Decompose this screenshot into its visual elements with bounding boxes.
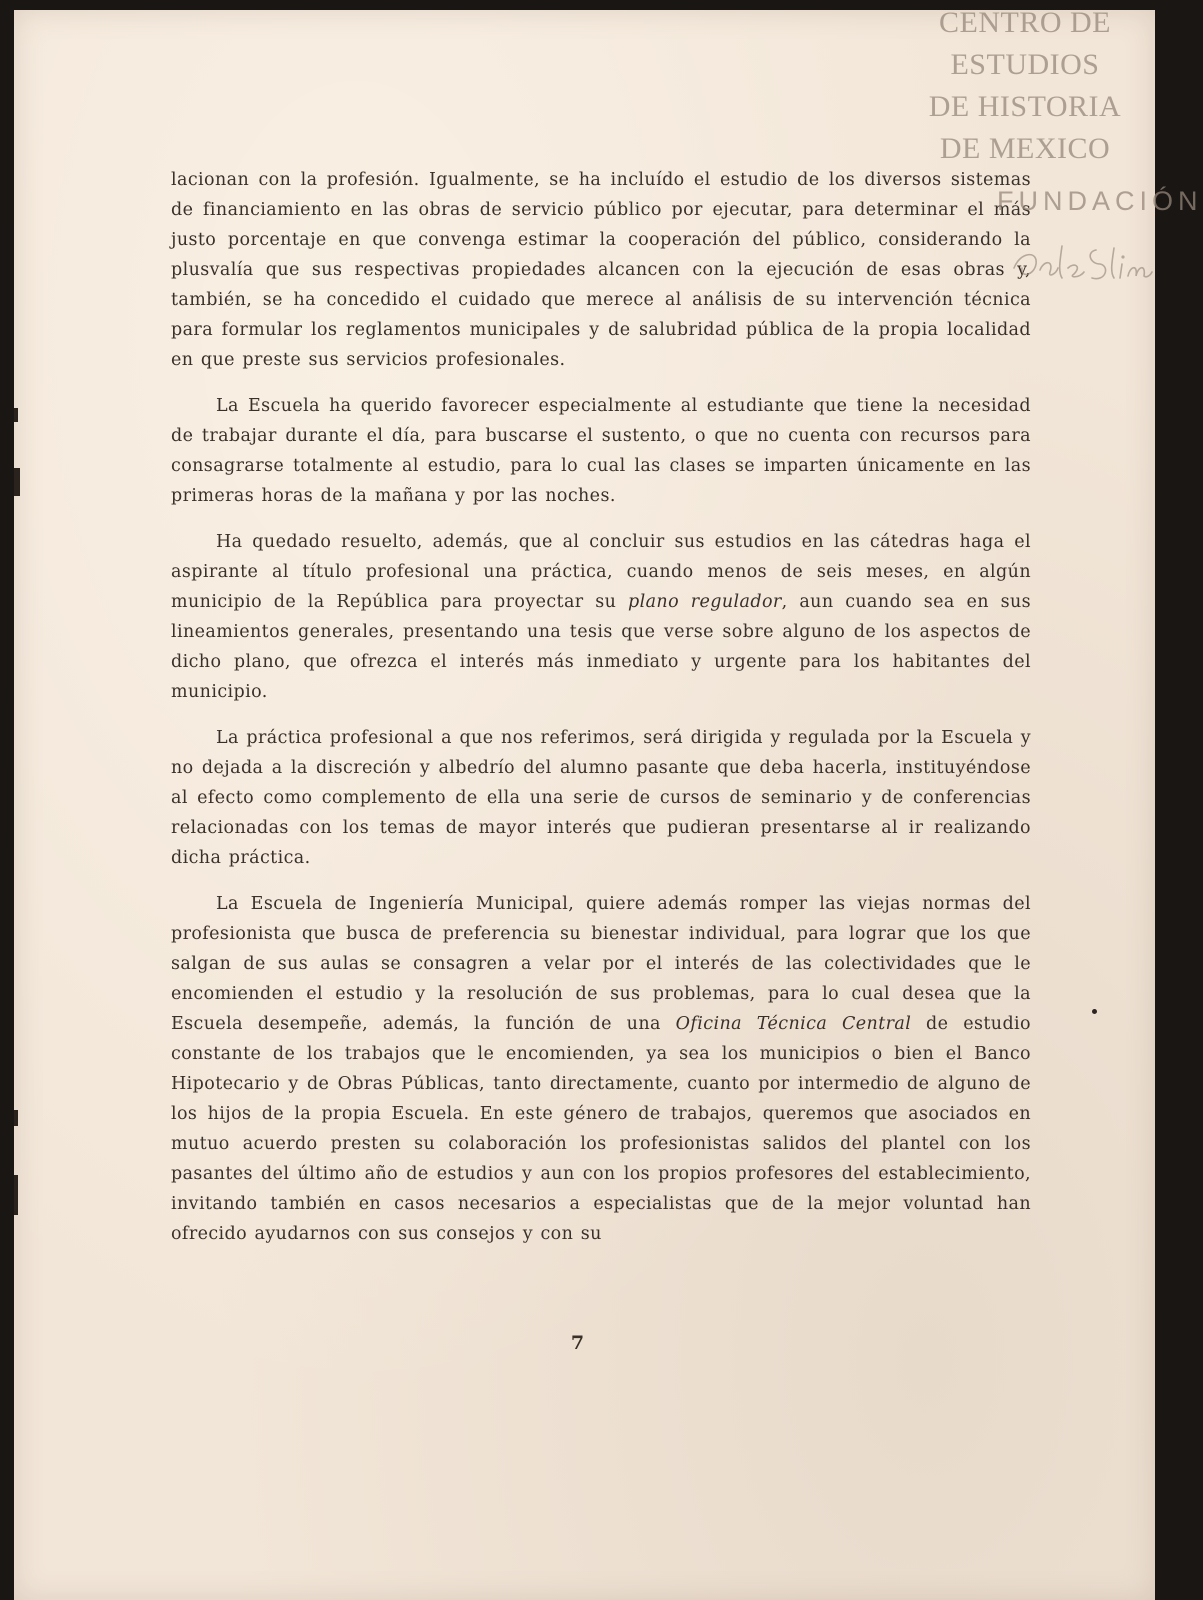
paragraph-2: La Escuela ha querido favorecer especialmente al estudiante que tiene la necesidad de trabajar durante el día, para buscarse el sustento, o que no cuenta con recursos para consagrarse totalmente al estudio, para lo cual las clases se imparten únicamente en las primeras horas de la mañana y por las noches. — [171, 396, 1031, 506]
paragraph-4: La práctica profesional a que nos referimos, será dirigida y regulada por la Escuela y no dejada a la discreción y albedrío del alumno pasante que deba hacerla, instituyéndose al efecto como complemento de ella una serie de cursos de seminario y de conferencias relacionadas con los temas de mayor interés que pudieran presentarse al ir realizando dicha práctica. — [171, 728, 1031, 868]
paragraph-3-text-a: Ha quedado resuelto, además, que al concluir sus estudios en las cátedras haga el aspirante al título profesional una práctica, cuando menos de seis meses, en algún municipio de la República para proyectar su — [171, 532, 1031, 612]
watermark-line-4: DE MEXICO — [939, 132, 1111, 165]
document-body — [171, 165, 1031, 1265]
paper-sheet — [14, 10, 1155, 1600]
watermark-line-1: CENTRO DE — [939, 6, 1111, 39]
margin-mark-1 — [14, 408, 18, 422]
paragraph-3-text-b: , aun cuando sea en sus lineamientos generales, presentando una tesis que verse sobre alguno de los aspectos de dicho plano, que ofrezca el interés más inmediato y urgente para los habitantes del municipio. — [171, 592, 1032, 702]
margin-mark-4 — [14, 1175, 18, 1215]
paragraph-1: lacionan con la profesión. Igualmente, se ha incluído el estudio de los diversos sistemas de financiamiento en las obras de servicio público por ejecutar, para determinar el más justo porcentaje en que convenga estimar la cooperación del público, considerando la plusvalía que sus respectivas propiedades alcancen con la ejecución de esas obras y, también, se ha concedido el cuidado que merece al análisis de su intervención técnica para formular los reglamentos municipales y de salubridad pública de la propia localidad en que preste sus servicios profesionales. — [171, 170, 1031, 370]
signature-watermark-logo — [1010, 238, 1155, 288]
watermark-line-2: ESTUDIOS — [950, 48, 1100, 81]
margin-mark-2 — [14, 468, 20, 496]
paragraph-5 — [171, 889, 1031, 1249]
paragraph-5-text-b: de estudio constante de los trabajos que le encomienden, ya sea los municipios o bien el Banco Hipotecario y de Obras Públicas, tanto directamente, cuanto por intermedio de alguno de los hijos de la propia Escuela. En este género de trabajos, queremos que asociados en mutuo acuerdo presten su colaboración los profesionistas salidos del plantel con los pasantes del último año de estudios y aun con los propios profesores del establecimiento, invitando también en casos necesarios a especialistas que de la mejor voluntad han ofrecido ayudarnos con sus consejos y con su — [171, 1014, 1031, 1244]
paragraph-3-italic: plano regulador — [628, 592, 782, 612]
paragraph-5-text-a: La Escuela de Ingeniería Municipal, quiere además romper las viejas normas del profesionista que busca de preferencia su bienestar individual, para lograr que los que salgan de sus aulas se consagren a velar por el interés de las colectividades que le encomienden el estudio y la resolución de sus problemas, para lo cual desea que la Escuela desempeñe, además, la función de una — [171, 894, 1031, 1034]
archive-watermark — [895, 2, 1155, 170]
paragraph-5-italic: Oficina Técnica Central — [675, 1014, 912, 1034]
page-number: 7 — [570, 1332, 585, 1354]
paragraph-3 — [171, 527, 1031, 707]
fundacion-watermark: FUNDACIÓN — [997, 186, 1203, 216]
ink-speck — [1092, 1009, 1097, 1014]
watermark-line-3: DE HISTORIA — [928, 90, 1122, 123]
margin-mark-3 — [14, 1110, 18, 1126]
